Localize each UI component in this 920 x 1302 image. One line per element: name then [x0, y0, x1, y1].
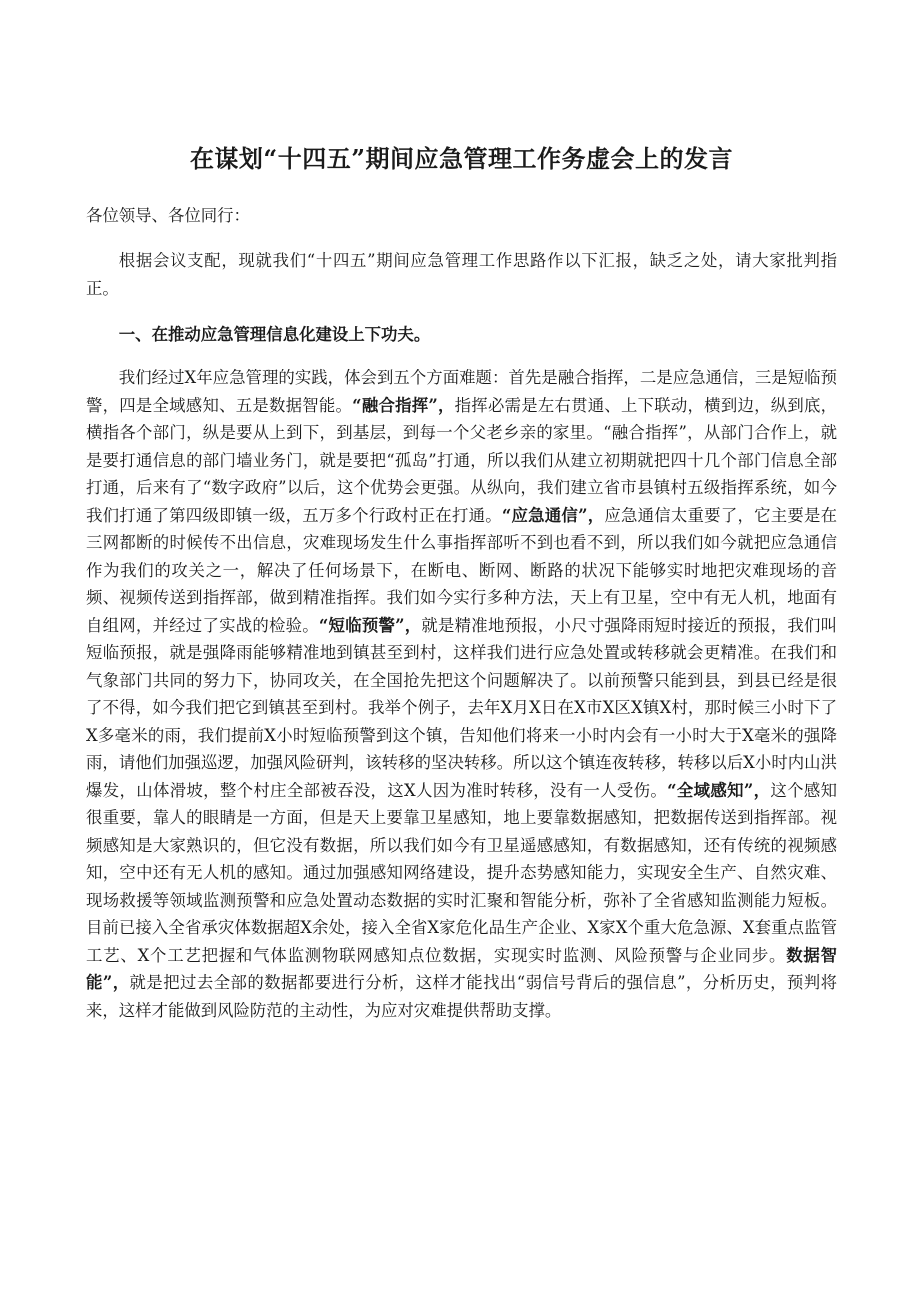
document-title: 在谋划“十四五”期间应急管理工作务虚会上的发言: [189, 144, 734, 173]
body-text: 就是把过去全部的数据都要进行分析，这样才能找出“弱信号背后的强信息”，分析历史，预判将来，这样才能做到风险防范的主动性，为应对灾难提供帮助支撑。: [86, 973, 837, 1020]
document-page: [86, 0, 837, 1024]
body-text: 指挥必需是左右贯通、上下联动，横到边，纵到底，横指各个部门，纵是要从上到下，到基层，到每一个父老乡亲的家里。“融合指挥”，从部门合作上，就是要打通信息的部门墙业务门，就是要把“孤岛”打通，所以我们从建立初期就把四十几个部门信息全部打通，后来有了“数字政府”以后，这个优势会更强。从纵向，我们建立省市县镇村五级指挥系统，如今我们打通了第四级即镇一级，五万多个行政村正在打通。: [86, 395, 838, 525]
section-heading: 一、在推动应急管理信息化建设上下功夫。: [118, 325, 431, 344]
body-text: 我们经过X年应急管理的实践，体会到五个方面难题：首先是融合指挥，二是应急通信，三是短临预警，四是全域感知、五是数据智能。: [86, 368, 837, 415]
keyword-nowcast-warning: “短临预警”，: [318, 615, 422, 635]
body-text: 应急通信太重要了，它主要是在三网都断的时候传不出信息，灾难现场发生什么事指挥部听不到也看不到，所以我们如今就把应急通信作为我们的攻关之一，解决了任何场景下，在断电、断网、断路的状况下能够实时地把灾难现场的音频、视频传送到指挥部，做到精准指挥。我们如今实行多种方法，天上有卫星，空中有无人机，地面有自组网，并经过了实战的检验。: [86, 505, 838, 635]
keyword-data-intelligence: 数据智能”，: [86, 945, 837, 992]
body-paragraph: [86, 364, 837, 1024]
body-text: 这个感知很重要，靠人的眼睛是一方面，但是天上要靠卫星感知，地上要靠数据感知，把数据传送到指挥部。视频感知是大家熟识的，但它没有数据，所以我们如今有卫星遥感感知，有数据感知，还有传统的视频感知，空中还有无人机的感知。通过加强感知网络建设，提升态势感知能力，实现安全生产、自然灾难、现场救援等领域监测预警和应急处置动态数据的实时汇聚和智能分析，弥补了全省感知监测能力短板。目前已接入全省承灾体数据超X余处，接入全省X家危化品生产企业、X家X个重大危急源、X套重点监管工艺、X个工艺把握和气体监测物联网感知点位数据，实现实时监测、风险预警与企业同步。: [86, 780, 837, 965]
body-text: 就是精准地预报，小尺寸强降雨短时接近的预报，我们叫短临预报，就是强降雨能够精准地到镇甚至到村，这样我们进行应急处置或转移就会更精准。在我们和气象部门共同的努力下，协同攻关，在全国抢先把这个问题解决了。以前预警只能到县，到县已经是很了不得，如今我们把它到镇甚至到村。我举个例子，去年X月X日在X市X区X镇X村，那时候三小时下了X多毫米的雨，我们提前X小时短临预警到这个镇，告知他们将来一小时内会有一小时大于X毫米的强降雨，请他们加强巡逻，加强风险研判，该转移的坚决转移。所以这个镇连夜转移，转移以后X小时内山洪爆发，山体滑坡，整个村庄全部被吞没，这X人因为准时转移，没有一人受伤。: [86, 615, 838, 800]
keyword-global-perception: “全域感知”，: [667, 780, 771, 800]
keyword-emergency-communication: “应急通信”，: [501, 505, 605, 525]
keyword-fusion-command: “融合指挥”，: [352, 395, 455, 415]
intro-paragraph: 根据会议支配，现就我们“十四五”期间应急管理工作思路作以下汇报，缺乏之处，请大家批判指正。: [86, 251, 837, 298]
salutation: 各位领导、各位同行：: [86, 206, 250, 225]
